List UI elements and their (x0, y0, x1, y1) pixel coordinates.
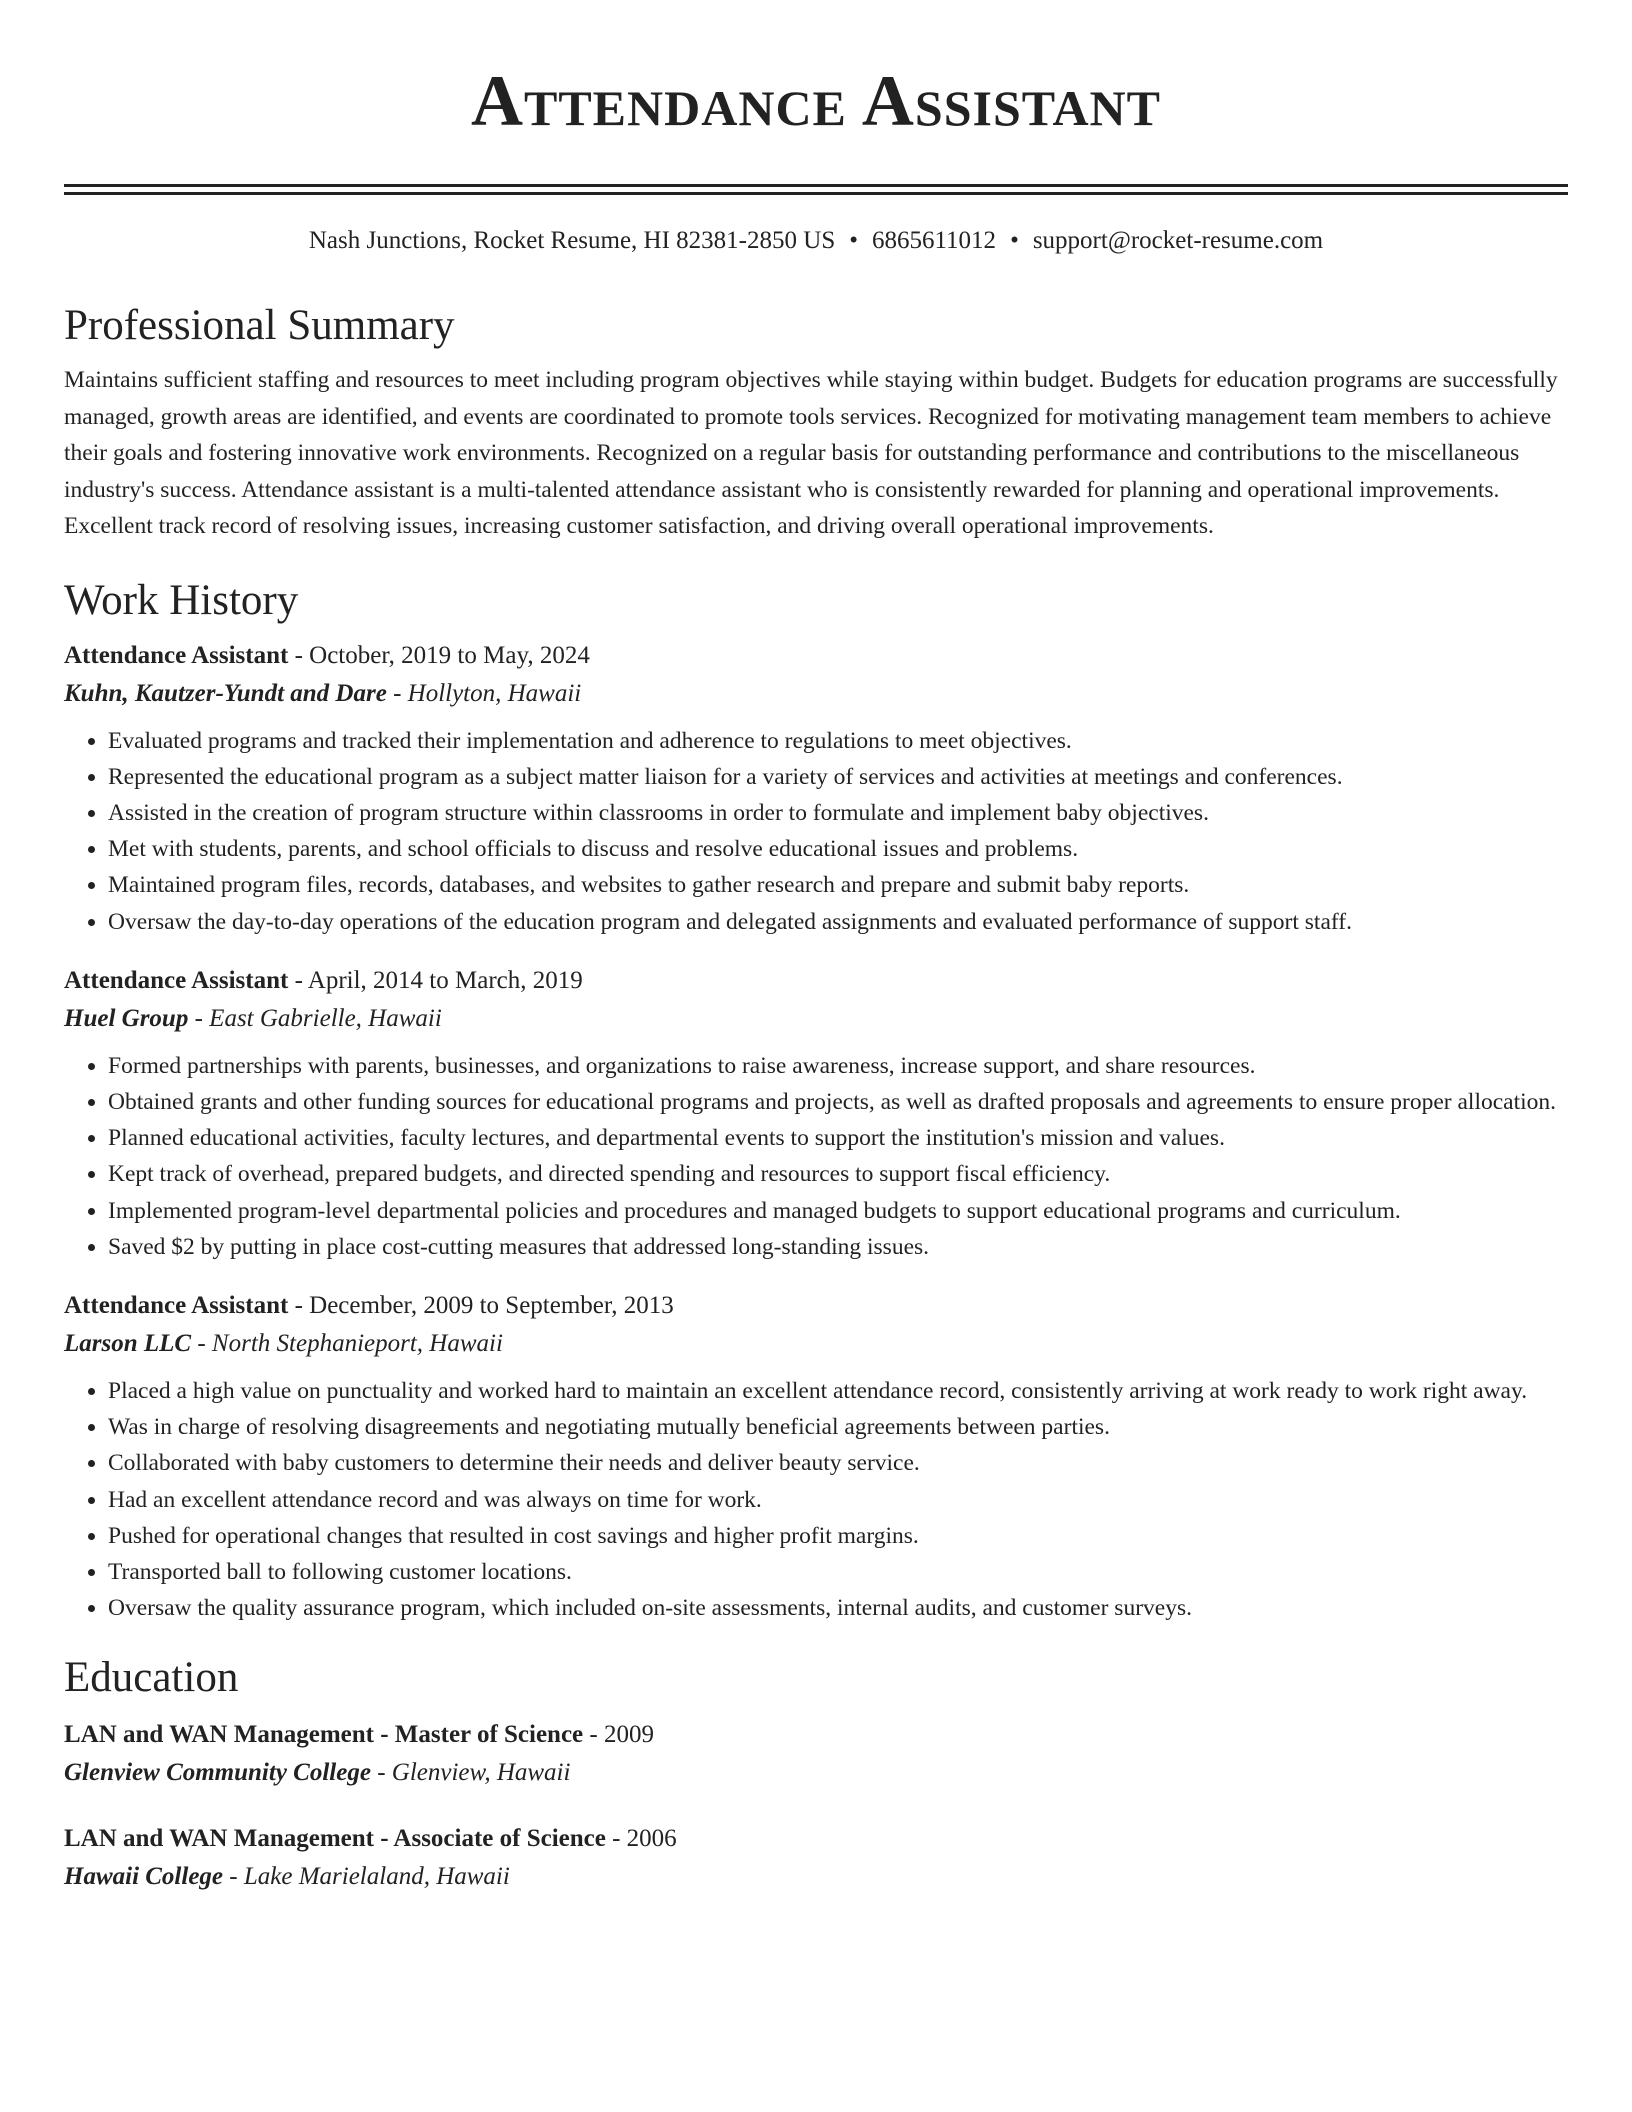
job-company-line (64, 675, 1568, 713)
summary-text: Maintains sufficient staffing and resources to meet including program objectives while staying within budget. Budgets for education programs are successfully managed, growth areas are identified, and events are coordinated to promote tools services. Recognized for motivating management team members to achieve their goals and fostering innovative work environments. Recognized on a regular basis for outstanding performance and contributions to the miscellaneous industry's success. Attendance assistant is a multi-talented attendance assistant who is consistently rewarded for planning and operational improvements. Excellent track record of resolving issues, increasing customer satisfaction, and driving overall operational improvements. (64, 367, 1558, 539)
job-bullet: • Maintained program files, records, databases, and websites to gather research and prepare and submit baby reports. (108, 867, 1568, 903)
job-bullet: • Obtained grants and other funding sources for educational programs and projects, as well as drafted proposals and agreements to ensure proper allocation. (108, 1084, 1568, 1120)
job-company-line (64, 1325, 1568, 1363)
job-bullet: • Planned educational activities, faculty lectures, and departmental events to support the institution's mission and values. (108, 1120, 1568, 1156)
job-bullet: • Oversaw the day-to-day operations of the education program and delegated assignments and evaluated performance of support staff. (108, 904, 1568, 940)
education-degree: LAN and WAN Management - Master of Science (64, 1721, 584, 1749)
job-entry (64, 962, 1568, 1265)
education-degree: LAN and WAN Management - Associate of Science (64, 1825, 606, 1853)
section-title-education: Education (64, 1654, 239, 1702)
job-bullet: • Placed a high value on punctuality and worked hard to maintain an excellent attendance record, consistently arriving at work ready to work right away. (108, 1373, 1568, 1409)
education-school: Hawaii College (64, 1863, 224, 1891)
education-year: - 2009 (583, 1721, 654, 1749)
job-bullet: • Had an excellent attendance record and was always on time for work. (108, 1482, 1568, 1518)
job-bullets (64, 1373, 1568, 1626)
education-entry (64, 1820, 1568, 1896)
header-double-rule (64, 184, 1568, 195)
job-bullet: • Saved $2 by putting in place cost-cutting measures that addressed long-standing issues. (108, 1229, 1568, 1265)
job-company-line (64, 1000, 1568, 1038)
education-degree-line (64, 1820, 1568, 1858)
job-entry (64, 637, 1568, 940)
education-school-line (64, 1754, 1568, 1792)
education-entry (64, 1716, 1568, 1792)
education-location: - Glenview, Hawaii (370, 1759, 571, 1787)
education-degree-line (64, 1716, 1568, 1754)
section-title-summary: Professional Summary (64, 302, 455, 349)
job-title-line (64, 637, 1568, 675)
contact-phone: 6865611012 (871, 227, 997, 254)
job-bullet: • Formed partnerships with parents, businesses, and organizations to raise awareness, increase support, and share resources. (108, 1048, 1568, 1084)
job-bullet: • Represented the educational program as a subject matter liaison for a variety of services and activities at meetings and conferences. (108, 759, 1568, 795)
education-school: Glenview Community College (64, 1759, 371, 1787)
contact-separator: • (849, 227, 858, 254)
job-company: Larson LLC (64, 1329, 192, 1357)
job-bullet: • Collaborated with baby customers to determine their needs and deliver beauty service. (108, 1445, 1568, 1481)
section-title-work-history: Work History (64, 576, 299, 624)
job-dates: - December, 2009 to September, 2013 (288, 1291, 674, 1319)
job-title-line (64, 1287, 1568, 1325)
job-bullet: • Assisted in the creation of program structure within classrooms in order to formulate and implement baby objectives. (108, 795, 1568, 831)
job-title: Attendance Assistant (64, 641, 289, 669)
job-entry (64, 1287, 1568, 1626)
job-bullet: • Oversaw the quality assurance program, which included on-site assessments, internal audits, and customer surveys. (108, 1590, 1568, 1626)
job-title: Attendance Assistant (64, 1291, 289, 1319)
job-dates: - October, 2019 to May, 2024 (288, 641, 590, 669)
job-location: - Hollyton, Hawaii (386, 679, 582, 707)
job-bullets (64, 723, 1568, 940)
job-bullet: • Kept track of overhead, prepared budgets, and directed spending and resources to support fiscal efficiency. (108, 1156, 1568, 1192)
job-company: Kuhn, Kautzer-Yundt and Dare (64, 679, 387, 707)
job-bullet: • Evaluated programs and tracked their implementation and adherence to regulations to meet objectives. (108, 723, 1568, 759)
job-bullet: • Transported ball to following customer locations. (108, 1554, 1568, 1590)
job-bullet: • Was in charge of resolving disagreements and negotiating mutually beneficial agreements between parties. (108, 1409, 1568, 1445)
education-year: - 2006 (605, 1825, 677, 1853)
job-dates: - April, 2014 to March, 2019 (288, 966, 583, 994)
contact-separator: • (1010, 227, 1019, 254)
education-school-line (64, 1858, 1568, 1896)
job-title: Attendance Assistant (64, 966, 289, 994)
education-location: - Lake Marielaland, Hawaii (223, 1863, 510, 1891)
job-company: Huel Group (64, 1004, 189, 1032)
job-location: - East Gabrielle, Hawaii (188, 1004, 442, 1032)
contact-address: Nash Junctions, Rocket Resume, HI 82381-2850 US (308, 227, 836, 254)
job-location: - North Stephanieport, Hawaii (191, 1329, 503, 1357)
job-bullet: • Met with students, parents, and school officials to discuss and resolve educational issues and problems. (108, 831, 1568, 867)
job-bullet: • Implemented program-level departmental policies and procedures and managed budgets to support educational programs and curriculum. (108, 1193, 1568, 1229)
job-title-line (64, 962, 1568, 1000)
contact-line (64, 222, 1568, 260)
job-bullets (64, 1048, 1568, 1265)
resume-name: Attendance Assistant (470, 61, 1162, 141)
job-bullet: • Pushed for operational changes that resulted in cost savings and higher profit margins. (108, 1518, 1568, 1554)
contact-email: support@rocket-resume.com (1032, 227, 1324, 254)
